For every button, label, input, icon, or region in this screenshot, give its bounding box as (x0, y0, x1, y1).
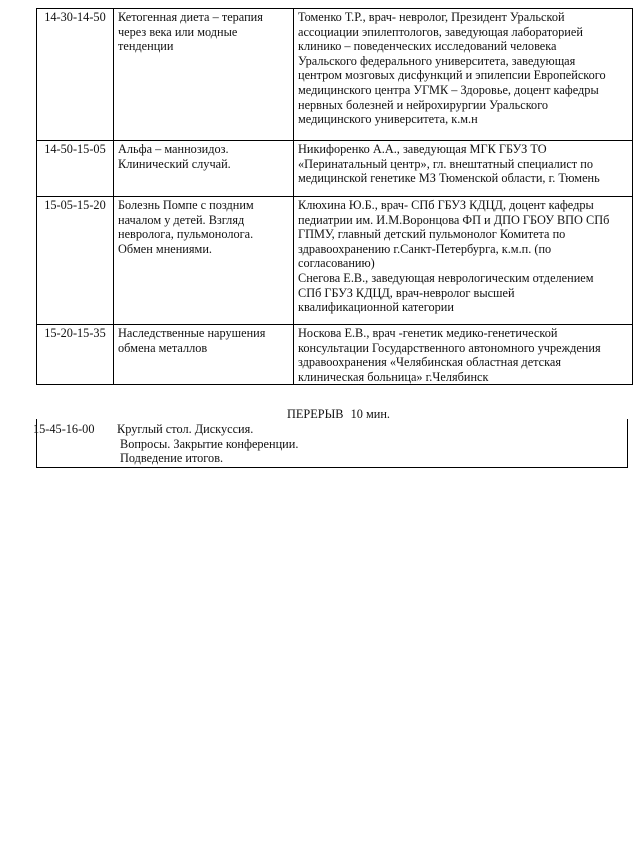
final-time: 15-45-16-00 (33, 422, 95, 436)
speaker-line: здравоохранению г.Санкт-Петербурга, к.м.п. (по (298, 241, 552, 256)
final-line: Подведение итогов. (120, 451, 224, 466)
topic-cell (114, 9, 294, 141)
final-line: Вопросы. Закрытие конференции. (120, 436, 299, 451)
time-cell: 15-05-15-20 (37, 197, 114, 325)
speaker-line: медицинского университета, к.м.н (298, 112, 478, 127)
topic-line: Наследственные нарушения (118, 326, 266, 340)
topic-line: Клинический случай. (118, 156, 231, 171)
speaker-line: клиническая больница» г.Челябинск (298, 369, 489, 384)
speaker-cell (294, 325, 633, 385)
speaker-line: Никифоренко А.А., заведующая МГК ГБУЗ ТО (298, 142, 547, 156)
time-cell: 14-30-14-50 (37, 9, 114, 141)
speaker-line: Томенко Т.Р., врач- невролог, Президент Уральской (298, 10, 565, 24)
topic-line: Альфа – маннозидоз. (118, 142, 229, 156)
topic-line: Кетогенная диета – терапия (118, 10, 263, 24)
speaker-line: Клюхина Ю.Б., врач- СПб ГБУЗ КДЦД, доцент кафедры (298, 198, 594, 212)
speaker-line: нервных болезней и нейрохирургии Уральского (298, 97, 549, 112)
speaker-line: Снегова Е.В., заведующая неврологическим отделением (298, 270, 594, 285)
topic-line: невролога, пульмонолога. (118, 227, 254, 242)
speaker-line: здравоохранения «Челябинская областная детская (298, 355, 562, 370)
program-row (37, 9, 633, 141)
final-topic (117, 422, 298, 466)
topic-line: тенденции (118, 39, 174, 54)
final-line: Круглый стол. Дискуссия. (117, 422, 254, 436)
break-duration: 10 мин. (350, 407, 390, 421)
speaker-line: ГПМУ, главный детский пульмонолог Комитета по (298, 227, 566, 242)
break-label: ПЕРЕРЫВ (287, 407, 344, 421)
program-row (37, 141, 633, 197)
speaker-line: медицинского центра УГМК – Здоровье, доцент кафедры (298, 82, 599, 97)
topic-line: через века или модные (118, 24, 238, 39)
topic-cell (114, 325, 294, 385)
speaker-cell (294, 197, 633, 325)
speaker-line: консультации Государственного автономного учреждения (298, 340, 601, 355)
topic-cell (114, 141, 294, 197)
topic-line: Обмен мнениями. (118, 241, 212, 256)
speaker-line: «Перинатальный центр», гл. внештатный специалист по (298, 156, 593, 171)
speaker-cell (294, 9, 633, 141)
speaker-line: Носкова Е.В., врач -генетик медико-генетической (298, 326, 558, 340)
speaker-cell (294, 141, 633, 197)
speaker-line: ассоциации эпилептологов, заведующая лабораторией (298, 24, 583, 39)
topic-line: Болезнь Помпе с поздним (118, 198, 254, 212)
speaker-line: клинико – поведенческих исследований человека (298, 39, 557, 54)
speaker-line: педиатрии им. И.М.Воронцова ФП и ДПО ГБОУ ВПО СПб (298, 212, 610, 227)
topic-line: началом у детей. Взгляд (118, 212, 245, 227)
time-cell: 15-20-15-35 (37, 325, 114, 385)
topic-cell (114, 197, 294, 325)
speaker-line: центром мозговых дисфункций и эпилепсии Европейского (298, 68, 606, 83)
program-table (36, 8, 633, 385)
speaker-line: согласованию) (298, 256, 375, 271)
speaker-line: Уральского федерального университета, заведующая (298, 53, 576, 68)
speaker-line: квалификационной категории (298, 300, 454, 315)
speaker-line: медицинской генетике МЗ Тюменской области, г. Тюмень (298, 171, 600, 186)
round-table-row (33, 419, 628, 468)
topic-line: обмена металлов (118, 340, 208, 355)
speaker-line: СПб ГБУЗ КДЦД, врач-невролог высшей (298, 285, 515, 300)
program-row (37, 325, 633, 385)
time-cell: 14-50-15-05 (37, 141, 114, 197)
program-row (37, 197, 633, 325)
